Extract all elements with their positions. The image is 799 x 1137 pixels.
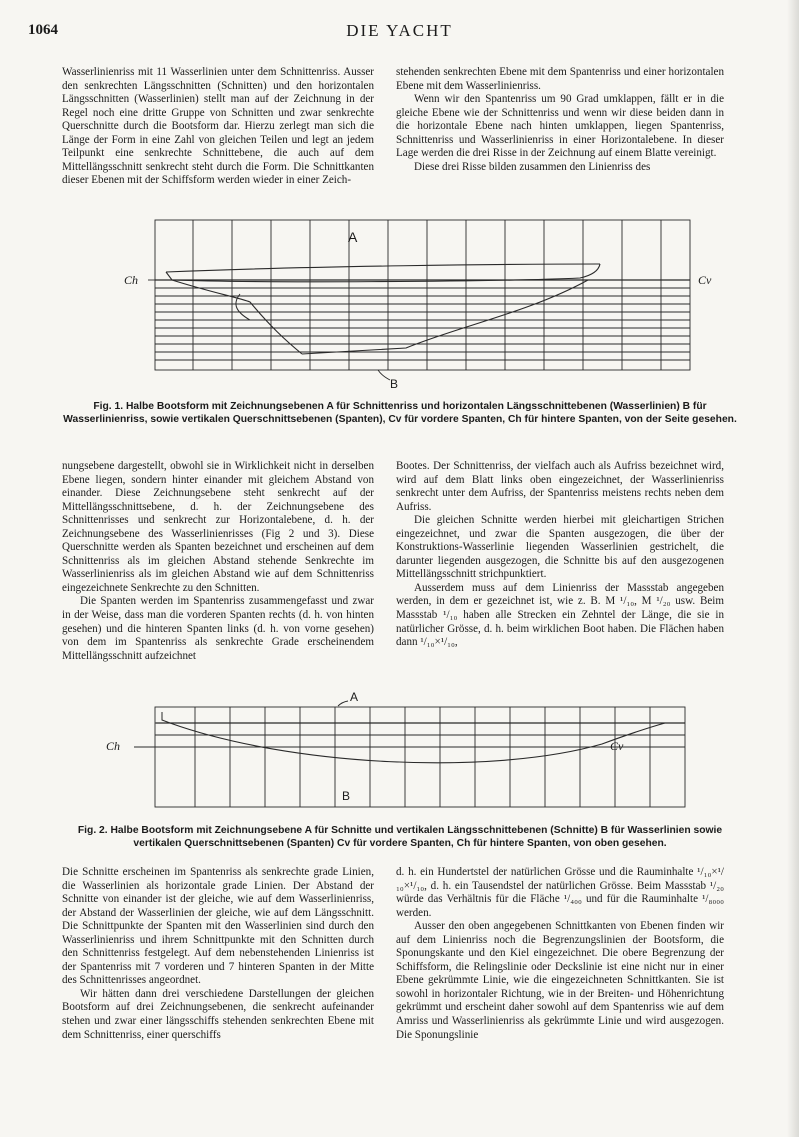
scan-edge-shadow — [787, 0, 799, 1137]
paragraph: Wenn wir den Spantenriss um 90 Grad umklappen, fällt er in die gleiche Ebene wie der Schnittenriss und wenn wir diese beiden dann in die horizontale Ebene nach hinten umklappen, liegen Spantenriss, Schnittenriss und Wasserlinienriss in einer Horizontalebene. In dieser Lage werden die drei Risse in der Zeichnung auf einem Blatte vereinigt. — [396, 93, 724, 160]
figure-2-caption — [62, 824, 738, 850]
column-left-block2 — [62, 460, 374, 663]
figure-2-label-b: B — [342, 789, 351, 803]
figure-2-transom — [162, 712, 170, 723]
column-right-block1 — [396, 66, 724, 174]
paragraph: Die Schnitte erscheinen im Spantenriss als senkrechte grade Linien, die Wasserlinien als horizontale grade Linien. Der Abstand der Schnitte von einander ist der gleiche, wie auf dem Wasserlinienriss, der Abstand der Wasserlinien der gleiche, wie auf dem Längsschnitt. Die Schnittpunkte der Spanten mit den Wasserlinien sind durch den Wasserlinienriss und ihrem Schnittpunkte mit den Schnitten durch den Schnittenriss festgelegt. Auf dem nebenstehenden Linienriss ist der Spantenriss mit 7 vorderen und 7 hinteren Spanten in der Mitte des Schnittenrisses angeordnet. — [62, 866, 374, 987]
figure-1-waterlines — [155, 288, 690, 360]
paragraph: Die gleichen Schnitte werden hierbei mit gleichartigen Strichen eingezeichnet, und zwar die Spanten ausgezogen, die über der Konstruktions-Wasserlinie liegenden Wasserlinien gestrichelt, die darunter liegenden ausgezogen, die Schnitte bis auf den ausgezogenen Mittellängsschnitt strichpunktiert. — [396, 514, 724, 581]
figure-1-label-cv: Cv — [698, 273, 712, 287]
figure-2-deck-outline — [170, 723, 665, 763]
figure-1-deck — [166, 264, 600, 282]
figure-1-section-lines — [193, 220, 661, 370]
figure-2-label-cv: Cv — [610, 739, 624, 753]
paragraph: nungsebene dargestellt, obwohl sie in Wirklichkeit nicht in derselben Ebene liegen, sondern hinter einander mit gleichem Abstand von einander. Diese Zeichnungsebene steht senkrecht auf der Mittellängsschnittsebene, d. h. der Zeichnungsebene des Schnittenrisses und senkrecht zur Horizontalebene, d. h. der Zeichnungsebene des Wasserlinienrisses (Fig 2 und 3). Diese Querschnitte werden als Spanten bezeichnet und erscheinen auf dem Schnittenriss als im gleichen Abstand stehende Senkrechte im Wasserlinienriss als im gleichen Abstand wie auf dem Schnittenriss eingezeichnete Senkrechte zu den Schnitten. — [62, 460, 374, 594]
column-left-block3 — [62, 866, 374, 1042]
figure-2-drawing — [106, 690, 710, 815]
figure-2-label-ch: Ch — [106, 739, 121, 753]
paragraph: Wir hätten dann drei verschiedene Darstellungen der gleichen Bootsform auf drei Zeichnungsebenen, die senkrecht aufeinander stehen und zwar einer längsschiffs stehenden senkrechten Ebene mit dem Schnittenriss, einer querschiffs — [62, 987, 374, 1041]
figure-2-caption-text: Halbe Bootsform mit Zeichnungsebene A für Schnitte und vertikalen Längsschnittebenen (Schnitte) B für Wasserlinien sowie vertikalen Querschnittsebenen (Spanten) Cv für vordere Spanten, Ch für hintere Spanten, von oben gesehen. — [110, 825, 723, 849]
paragraph: stehenden senkrechten Ebene mit dem Spantenriss und einer horizontalen Ebene mit dem Wasserlinienriss. — [396, 66, 724, 92]
figure-1-frame — [155, 220, 690, 370]
figure-2-label-a: A — [350, 690, 359, 704]
paragraph: Ausserdem muss auf dem Linienriss der Massstab angegeben werden, in dem er gezeichnet ist, wie z. B. M ¹/₁₀, M ¹/₂₀ usw. Beim Massstab ¹/₁₀ haben alle Strecken ein Zehntel der Länge, die sie in natürlicher Grösse, d. h. beim wirklichen Boot haben. Die Flächen haben dann ¹/₁₀×¹/₁₀, — [396, 581, 724, 649]
figure-1-label-b: B — [390, 377, 399, 391]
paragraph: Bootes. Der Schnittenriss, der vielfach auch als Aufriss bezeichnet wird, wird auf dem Blatt links oben eingezeichnet, der Wasserlinienriss senkrecht unter dem Aufriss, der Spantenriss meistens rechts neben dem Aufriss. — [396, 460, 724, 513]
figure-1-label-a: A — [348, 229, 358, 245]
paragraph: Wasserlinienriss mit 11 Wasserlinien unter dem Schnittenriss. Ausser den senkrechten Längsschnitten (Schnitten) und den horizontalen Längsschnitten (Wasserlinien) stellt man auf der Zeichnung in der Regel noch eine dritte Gruppe von Schnitten und zwar senkrechte Querschnitte durch die Bootsform dar. Hierzu zerlegt man sich die Länge der Form in eine Zahl von gleichen Teilen und legt an jedem Teilpunkt eine senkrechte Schnittebene, die auch auf dem Mittellängsschnitt senkrecht steht durch die Form. Die Schnittkanten dieser Ebenen mit der Schiffsform werden wieder in einer Zeich- — [62, 66, 374, 187]
figure-1-sheer — [166, 264, 600, 272]
paragraph: Diese drei Risse bilden zusammen den Linienriss des — [414, 160, 651, 173]
column-right-block3 — [396, 866, 724, 1042]
figure-1-caption-label: Fig. 1. — [93, 401, 124, 412]
page-number: 1064 — [28, 22, 58, 38]
column-left-block1 — [62, 66, 374, 188]
figure-1 — [110, 208, 710, 393]
running-title: DIE YACHT — [346, 21, 453, 40]
paragraph: Ausser den oben angegebenen Schnittkanten von Ebenen finden wir auf dem Linienriss noch die Begrenzungslinien der Bootsform, die Sponungskante und den Kiel eingezeichnet. Die obere Begrenzung der Schiffsform, die Relingslinie oder Deckslinie ist eine nicht nur in einer Ebene gekrümmte Linie, wie die eingezeichneten Schnittkanten. Sie ist sowohl in horizontaler Richtung, wie in der Breiten- und Höhenrichtung gekrümmt und erscheint daher sowohl auf dem Spantenriss wie auf dem Amriss und Wasserlinienriss als gekrümmte Linie und wird ausgezogen. Die Sponungslinie — [396, 920, 724, 1041]
figure-1-stern — [172, 280, 302, 354]
figure-2 — [106, 690, 710, 815]
figure-1-label-ch: Ch — [124, 273, 139, 287]
paragraph: Die Spanten werden im Spantenriss zusammengefasst und zwar in der Weise, dass man die vorderen Spanten rechts (d. h. von hinten gesehen) und die hinteren Spanten links (d. h. von vorne gesehen) von dem im Spantenriss als senkrechte Grade erscheinendem Mittellängsschnitt aufzeichnet — [62, 595, 374, 662]
paragraph: d. h. ein Hundertstel der natürlichen Grösse und die Rauminhalte ¹/₁₀×¹/₁₀×¹/₁₀, d. h. ein Tausendstel der natürlichen Grösse. Beim Massstab ¹/₂₀ würde das Verhältnis für die Fläche ¹/₄₀₀ und für die Rauminhalte ¹/₈₀₀₀ werden. — [396, 866, 724, 919]
figure-2-frame — [155, 707, 685, 807]
figure-1-drawing — [110, 208, 710, 393]
figure-2-buttock-lines — [155, 723, 685, 747]
figure-1-caption-text: Halbe Bootsform mit Zeichnungsebenen A für Schnittenriss und horizontalen Längsschnittebenen (Wasserlinien) B für Wasserlinienriss, sowie vertikalen Querschnittsebenen (Spanten), Cv für vordere Spanten, Ch für hintere Spanten, von der Seite gesehen. — [63, 401, 737, 425]
figure-2-caption-label: Fig. 2. — [77, 825, 108, 836]
figure-1-caption — [62, 400, 738, 426]
figure-2-section-lines — [195, 707, 650, 807]
column-right-block2 — [396, 460, 724, 650]
figure-1-keel — [302, 280, 588, 354]
